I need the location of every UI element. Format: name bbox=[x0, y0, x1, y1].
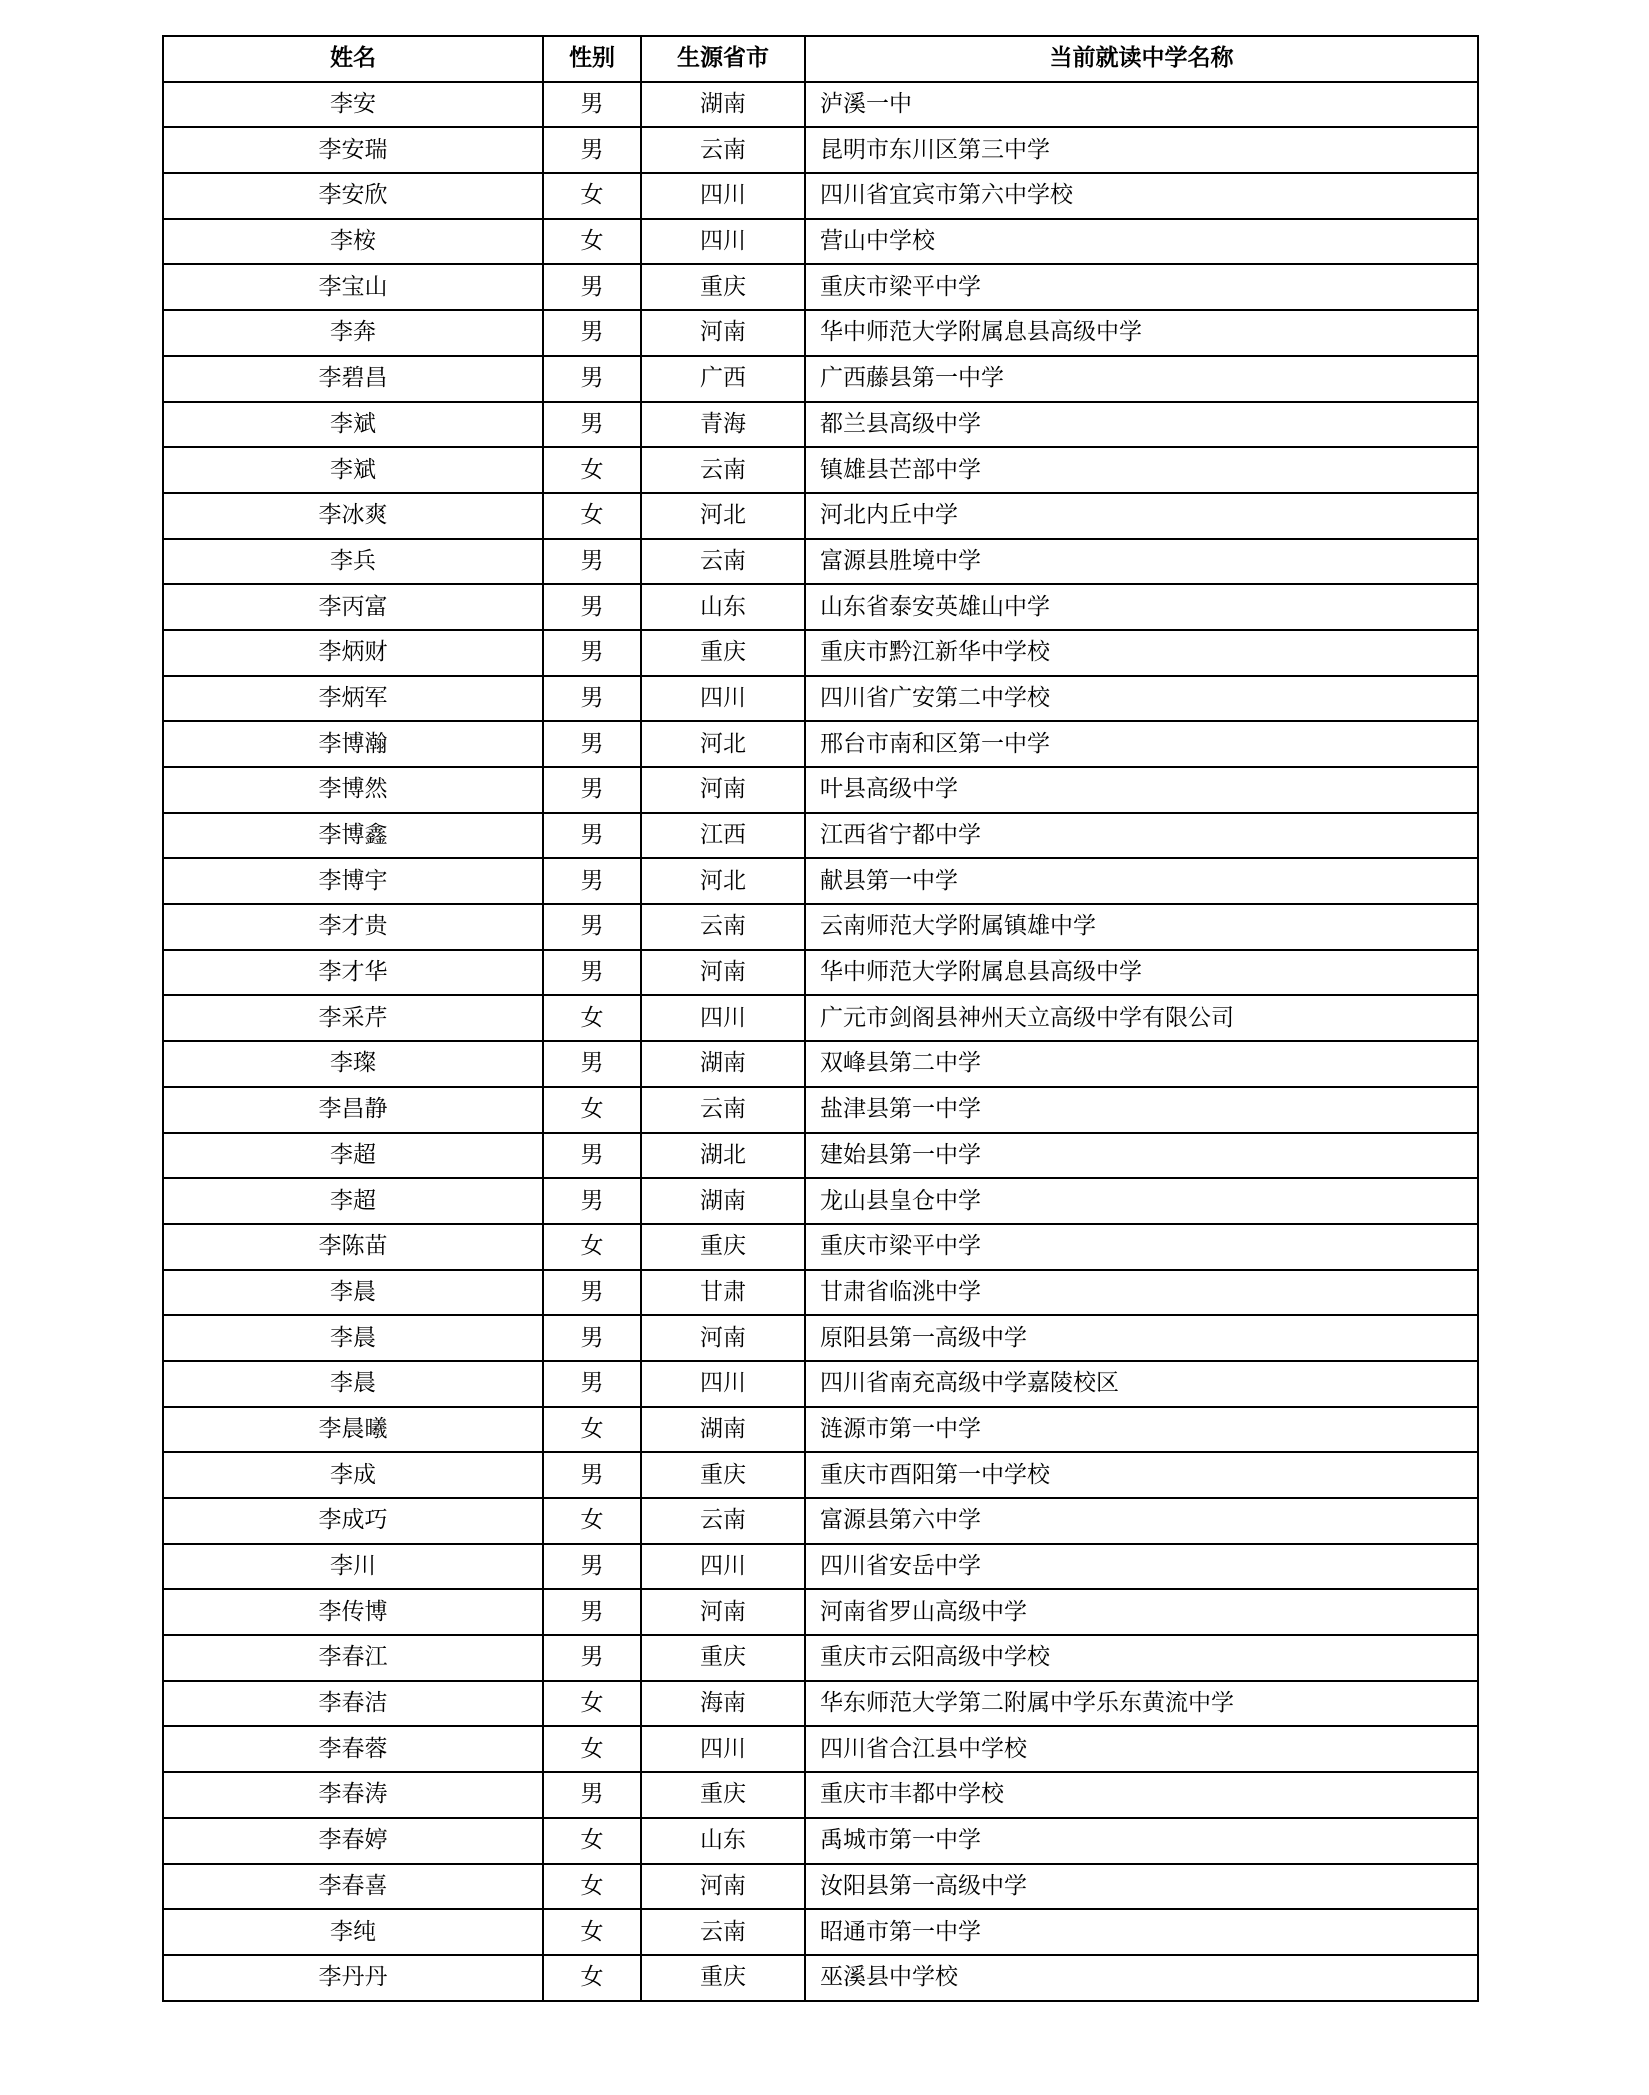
cell-gender: 女 bbox=[543, 995, 641, 1041]
cell-school: 重庆市黔江新华中学校 bbox=[805, 630, 1478, 676]
cell-province: 四川 bbox=[641, 173, 805, 219]
cell-school: 甘肃省临洮中学 bbox=[805, 1270, 1478, 1316]
cell-gender: 女 bbox=[543, 173, 641, 219]
table-row bbox=[163, 950, 1478, 996]
cell-province: 湖南 bbox=[641, 1041, 805, 1087]
cell-name: 李宝山 bbox=[163, 264, 543, 310]
cell-school: 重庆市梁平中学 bbox=[805, 264, 1478, 310]
cell-name: 李博鑫 bbox=[163, 813, 543, 859]
cell-school: 涟源市第一中学 bbox=[805, 1407, 1478, 1453]
cell-gender: 男 bbox=[543, 127, 641, 173]
cell-gender: 女 bbox=[543, 1224, 641, 1270]
table-row bbox=[163, 1315, 1478, 1361]
cell-name: 李丹丹 bbox=[163, 1955, 543, 2001]
cell-gender: 男 bbox=[543, 1270, 641, 1316]
table-row bbox=[163, 1452, 1478, 1498]
cell-name: 李春喜 bbox=[163, 1864, 543, 1910]
cell-province: 广西 bbox=[641, 356, 805, 402]
cell-school: 双峰县第二中学 bbox=[805, 1041, 1478, 1087]
cell-name: 李斌 bbox=[163, 402, 543, 448]
header-province: 生源省市 bbox=[641, 36, 805, 82]
cell-name: 李传博 bbox=[163, 1589, 543, 1635]
cell-school: 昭通市第一中学 bbox=[805, 1909, 1478, 1955]
cell-province: 云南 bbox=[641, 539, 805, 585]
cell-name: 李璨 bbox=[163, 1041, 543, 1087]
cell-name: 李才贵 bbox=[163, 904, 543, 950]
cell-name: 李晨 bbox=[163, 1361, 543, 1407]
cell-gender: 男 bbox=[543, 1361, 641, 1407]
table-row bbox=[163, 904, 1478, 950]
cell-school: 富源县胜境中学 bbox=[805, 539, 1478, 585]
header-school: 当前就读中学名称 bbox=[805, 36, 1478, 82]
cell-province: 重庆 bbox=[641, 1224, 805, 1270]
cell-school: 山东省泰安英雄山中学 bbox=[805, 584, 1478, 630]
cell-name: 李博宇 bbox=[163, 858, 543, 904]
table-row bbox=[163, 767, 1478, 813]
cell-province: 重庆 bbox=[641, 1635, 805, 1681]
cell-gender: 女 bbox=[543, 219, 641, 265]
cell-province: 重庆 bbox=[641, 630, 805, 676]
cell-province: 四川 bbox=[641, 676, 805, 722]
cell-gender: 男 bbox=[543, 813, 641, 859]
cell-province: 重庆 bbox=[641, 264, 805, 310]
cell-name: 李采芹 bbox=[163, 995, 543, 1041]
cell-gender: 男 bbox=[543, 950, 641, 996]
cell-province: 湖南 bbox=[641, 1178, 805, 1224]
cell-gender: 男 bbox=[543, 310, 641, 356]
cell-school: 华东师范大学第二附属中学乐东黄流中学 bbox=[805, 1681, 1478, 1727]
cell-province: 河南 bbox=[641, 950, 805, 996]
cell-gender: 男 bbox=[543, 1635, 641, 1681]
cell-name: 李陈苗 bbox=[163, 1224, 543, 1270]
cell-province: 重庆 bbox=[641, 1955, 805, 2001]
cell-school: 四川省合江县中学校 bbox=[805, 1726, 1478, 1772]
cell-name: 李博瀚 bbox=[163, 721, 543, 767]
cell-gender: 男 bbox=[543, 356, 641, 402]
cell-province: 河南 bbox=[641, 1315, 805, 1361]
cell-gender: 男 bbox=[543, 1772, 641, 1818]
cell-province: 河北 bbox=[641, 721, 805, 767]
table-row bbox=[163, 676, 1478, 722]
cell-name: 李晨 bbox=[163, 1270, 543, 1316]
cell-name: 李川 bbox=[163, 1544, 543, 1590]
cell-name: 李春涛 bbox=[163, 1772, 543, 1818]
cell-school: 四川省广安第二中学校 bbox=[805, 676, 1478, 722]
cell-gender: 男 bbox=[543, 1178, 641, 1224]
cell-name: 李晨曦 bbox=[163, 1407, 543, 1453]
cell-gender: 男 bbox=[543, 539, 641, 585]
cell-school: 泸溪一中 bbox=[805, 82, 1478, 128]
cell-province: 云南 bbox=[641, 1909, 805, 1955]
table-row bbox=[163, 493, 1478, 539]
cell-gender: 女 bbox=[543, 1681, 641, 1727]
cell-school: 广西藤县第一中学 bbox=[805, 356, 1478, 402]
table-row bbox=[163, 402, 1478, 448]
table-row bbox=[163, 264, 1478, 310]
cell-province: 云南 bbox=[641, 1087, 805, 1133]
table-row bbox=[163, 1635, 1478, 1681]
table-row bbox=[163, 1361, 1478, 1407]
cell-name: 李春婷 bbox=[163, 1818, 543, 1864]
cell-province: 青海 bbox=[641, 402, 805, 448]
cell-gender: 男 bbox=[543, 767, 641, 813]
cell-name: 李奔 bbox=[163, 310, 543, 356]
cell-school: 云南师范大学附属镇雄中学 bbox=[805, 904, 1478, 950]
cell-province: 湖南 bbox=[641, 82, 805, 128]
cell-province: 河南 bbox=[641, 767, 805, 813]
cell-gender: 女 bbox=[543, 493, 641, 539]
cell-province: 云南 bbox=[641, 447, 805, 493]
table-row bbox=[163, 356, 1478, 402]
cell-gender: 男 bbox=[543, 858, 641, 904]
cell-province: 河北 bbox=[641, 858, 805, 904]
cell-name: 李春洁 bbox=[163, 1681, 543, 1727]
table-row bbox=[163, 995, 1478, 1041]
cell-gender: 男 bbox=[543, 721, 641, 767]
cell-province: 重庆 bbox=[641, 1452, 805, 1498]
table-row bbox=[163, 721, 1478, 767]
cell-gender: 男 bbox=[543, 676, 641, 722]
cell-province: 四川 bbox=[641, 995, 805, 1041]
table-row bbox=[163, 858, 1478, 904]
table-row bbox=[163, 1909, 1478, 1955]
cell-school: 巫溪县中学校 bbox=[805, 1955, 1478, 2001]
cell-name: 李炳军 bbox=[163, 676, 543, 722]
cell-school: 四川省安岳中学 bbox=[805, 1544, 1478, 1590]
table-row bbox=[163, 1087, 1478, 1133]
cell-gender: 男 bbox=[543, 584, 641, 630]
cell-name: 李纯 bbox=[163, 1909, 543, 1955]
cell-school: 镇雄县芒部中学 bbox=[805, 447, 1478, 493]
cell-school: 龙山县皇仓中学 bbox=[805, 1178, 1478, 1224]
table-row bbox=[163, 813, 1478, 859]
cell-gender: 男 bbox=[543, 402, 641, 448]
cell-name: 李博然 bbox=[163, 767, 543, 813]
table-row bbox=[163, 584, 1478, 630]
table-row bbox=[163, 127, 1478, 173]
cell-name: 李炳财 bbox=[163, 630, 543, 676]
cell-province: 江西 bbox=[641, 813, 805, 859]
table-row bbox=[163, 82, 1478, 128]
cell-school: 叶县高级中学 bbox=[805, 767, 1478, 813]
cell-school: 都兰县高级中学 bbox=[805, 402, 1478, 448]
table-row bbox=[163, 1681, 1478, 1727]
cell-province: 四川 bbox=[641, 219, 805, 265]
cell-school: 四川省宜宾市第六中学校 bbox=[805, 173, 1478, 219]
cell-gender: 女 bbox=[543, 1726, 641, 1772]
cell-name: 李春江 bbox=[163, 1635, 543, 1681]
cell-name: 李丙富 bbox=[163, 584, 543, 630]
cell-province: 四川 bbox=[641, 1361, 805, 1407]
table-row bbox=[163, 1589, 1478, 1635]
cell-school: 邢台市南和区第一中学 bbox=[805, 721, 1478, 767]
cell-gender: 女 bbox=[543, 1864, 641, 1910]
cell-province: 云南 bbox=[641, 127, 805, 173]
table-row bbox=[163, 310, 1478, 356]
cell-name: 李安瑞 bbox=[163, 127, 543, 173]
cell-gender: 男 bbox=[543, 1589, 641, 1635]
table-row bbox=[163, 1955, 1478, 2001]
cell-name: 李成巧 bbox=[163, 1498, 543, 1544]
table-row bbox=[163, 1224, 1478, 1270]
table-row bbox=[163, 1041, 1478, 1087]
cell-province: 河北 bbox=[641, 493, 805, 539]
table-row bbox=[163, 1270, 1478, 1316]
cell-name: 李成 bbox=[163, 1452, 543, 1498]
cell-school: 河北内丘中学 bbox=[805, 493, 1478, 539]
cell-school: 河南省罗山高级中学 bbox=[805, 1589, 1478, 1635]
cell-school: 广元市剑阁县神州天立高级中学有限公司 bbox=[805, 995, 1478, 1041]
cell-gender: 男 bbox=[543, 264, 641, 310]
table-row bbox=[163, 1178, 1478, 1224]
cell-name: 李碧昌 bbox=[163, 356, 543, 402]
table-row bbox=[163, 447, 1478, 493]
table-row bbox=[163, 1498, 1478, 1544]
cell-gender: 男 bbox=[543, 1315, 641, 1361]
cell-gender: 男 bbox=[543, 1041, 641, 1087]
cell-name: 李昌静 bbox=[163, 1087, 543, 1133]
cell-name: 李冰爽 bbox=[163, 493, 543, 539]
table-row bbox=[163, 1407, 1478, 1453]
cell-school: 江西省宁都中学 bbox=[805, 813, 1478, 859]
cell-school: 建始县第一中学 bbox=[805, 1133, 1478, 1179]
cell-school: 四川省南充高级中学嘉陵校区 bbox=[805, 1361, 1478, 1407]
cell-gender: 女 bbox=[543, 1955, 641, 2001]
cell-province: 湖北 bbox=[641, 1133, 805, 1179]
table-row bbox=[163, 1818, 1478, 1864]
cell-province: 四川 bbox=[641, 1544, 805, 1590]
student-roster-table bbox=[162, 35, 1479, 2002]
cell-province: 四川 bbox=[641, 1726, 805, 1772]
cell-province: 甘肃 bbox=[641, 1270, 805, 1316]
cell-name: 李超 bbox=[163, 1133, 543, 1179]
cell-school: 重庆市丰都中学校 bbox=[805, 1772, 1478, 1818]
cell-province: 云南 bbox=[641, 1498, 805, 1544]
cell-province: 湖南 bbox=[641, 1407, 805, 1453]
cell-province: 河南 bbox=[641, 1864, 805, 1910]
cell-gender: 男 bbox=[543, 1544, 641, 1590]
table-header-row bbox=[163, 36, 1478, 82]
cell-province: 河南 bbox=[641, 310, 805, 356]
cell-school: 重庆市云阳高级中学校 bbox=[805, 1635, 1478, 1681]
cell-school: 华中师范大学附属息县高级中学 bbox=[805, 310, 1478, 356]
table-body bbox=[163, 82, 1478, 2001]
cell-gender: 男 bbox=[543, 82, 641, 128]
table-row bbox=[163, 1772, 1478, 1818]
cell-province: 山东 bbox=[641, 584, 805, 630]
cell-school: 华中师范大学附属息县高级中学 bbox=[805, 950, 1478, 996]
cell-gender: 男 bbox=[543, 630, 641, 676]
table-row bbox=[163, 219, 1478, 265]
cell-name: 李才华 bbox=[163, 950, 543, 996]
cell-name: 李春蓉 bbox=[163, 1726, 543, 1772]
cell-school: 原阳县第一高级中学 bbox=[805, 1315, 1478, 1361]
cell-province: 海南 bbox=[641, 1681, 805, 1727]
cell-school: 昆明市东川区第三中学 bbox=[805, 127, 1478, 173]
cell-gender: 男 bbox=[543, 1452, 641, 1498]
cell-name: 李超 bbox=[163, 1178, 543, 1224]
cell-school: 重庆市梁平中学 bbox=[805, 1224, 1478, 1270]
cell-school: 禹城市第一中学 bbox=[805, 1818, 1478, 1864]
cell-name: 李安欣 bbox=[163, 173, 543, 219]
cell-province: 重庆 bbox=[641, 1772, 805, 1818]
cell-province: 云南 bbox=[641, 904, 805, 950]
table-row bbox=[163, 173, 1478, 219]
cell-name: 李兵 bbox=[163, 539, 543, 585]
cell-gender: 女 bbox=[543, 1407, 641, 1453]
header-gender: 性别 bbox=[543, 36, 641, 82]
cell-gender: 女 bbox=[543, 447, 641, 493]
cell-name: 李安 bbox=[163, 82, 543, 128]
table-row bbox=[163, 1544, 1478, 1590]
cell-school: 汝阳县第一高级中学 bbox=[805, 1864, 1478, 1910]
cell-name: 李晨 bbox=[163, 1315, 543, 1361]
cell-province: 河南 bbox=[641, 1589, 805, 1635]
table-row bbox=[163, 630, 1478, 676]
cell-gender: 男 bbox=[543, 1133, 641, 1179]
cell-gender: 女 bbox=[543, 1087, 641, 1133]
table-row bbox=[163, 1864, 1478, 1910]
table-row bbox=[163, 539, 1478, 585]
cell-school: 献县第一中学 bbox=[805, 858, 1478, 904]
cell-gender: 女 bbox=[543, 1818, 641, 1864]
cell-school: 重庆市酉阳第一中学校 bbox=[805, 1452, 1478, 1498]
cell-name: 李桉 bbox=[163, 219, 543, 265]
cell-school: 富源县第六中学 bbox=[805, 1498, 1478, 1544]
cell-gender: 女 bbox=[543, 1498, 641, 1544]
cell-school: 盐津县第一中学 bbox=[805, 1087, 1478, 1133]
cell-gender: 男 bbox=[543, 904, 641, 950]
cell-province: 山东 bbox=[641, 1818, 805, 1864]
header-name: 姓名 bbox=[163, 36, 543, 82]
cell-school: 营山中学校 bbox=[805, 219, 1478, 265]
cell-gender: 女 bbox=[543, 1909, 641, 1955]
table-row bbox=[163, 1726, 1478, 1772]
table-row bbox=[163, 1133, 1478, 1179]
cell-name: 李斌 bbox=[163, 447, 543, 493]
